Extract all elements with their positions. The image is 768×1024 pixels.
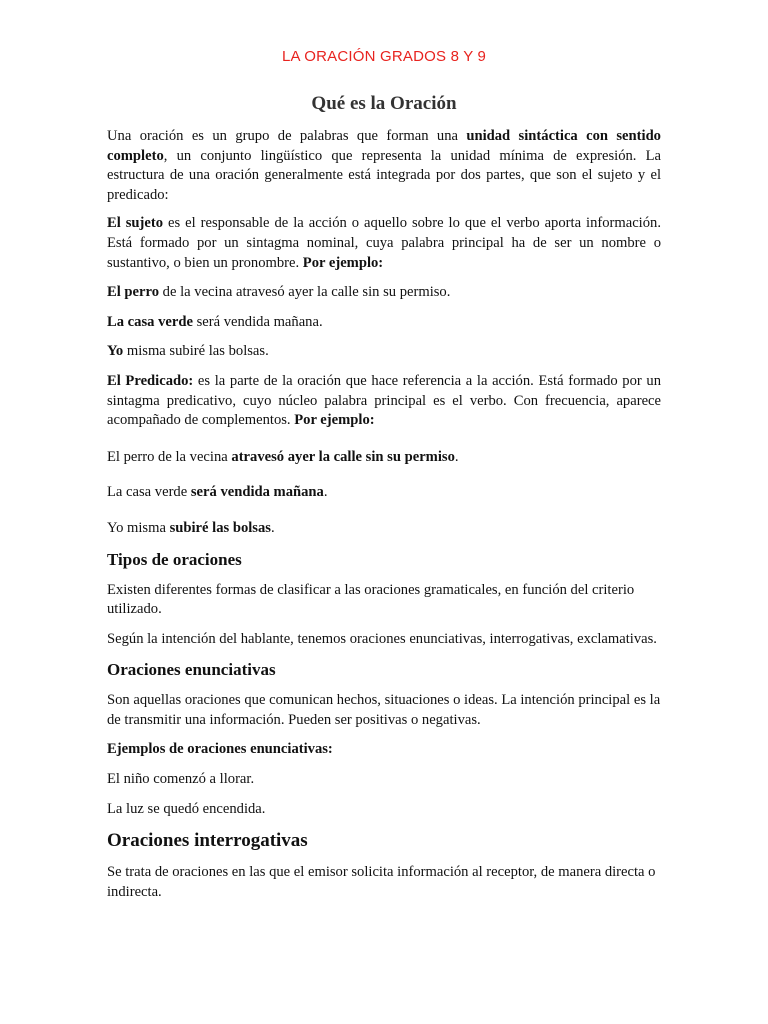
sujeto-example <box>107 342 661 362</box>
document-body <box>107 127 661 902</box>
predicado-example-end: . <box>270 519 275 536</box>
sujeto-text: es el responsable de la acción o aquello sobre lo que el verbo aporta información. Está formado por un sintagma nominal, cuya palabra principal ha de ser un nombre o sustantivo, o bien un pronombre. <box>107 215 661 271</box>
enunciativas-paragraph: Son aquellas oraciones que comunican hechos, situaciones o ideas. La intención principal es la de transmitir una información. Pueden ser positivas o negativas. <box>107 692 661 728</box>
sujeto-paragraph <box>107 214 661 273</box>
sujeto-example <box>107 283 661 303</box>
sujeto-example-bold: La casa verde <box>107 313 193 330</box>
predicado-example-text: El perro de la vecina <box>107 448 232 465</box>
tipos-paragraph-1: Existen diferentes formas de clasificar a las oraciones gramaticales, en función del criterio utilizado. <box>107 581 635 618</box>
interrogativas-heading: Oraciones interrogativas <box>107 830 308 852</box>
sujeto-example-bold: Yo <box>107 343 124 360</box>
predicado-example <box>107 448 661 468</box>
predicado-text: es la parte de la oración que hace referencia a la acción. Está formado por un sintagma predicativo, cuyo núcleo palabra principal es el verbo. Con frecuencia, aparece acompañado de complementos. <box>107 372 662 429</box>
predicado-example-text: Yo misma <box>107 519 170 536</box>
document-main-title: Qué es la Oración <box>311 93 457 114</box>
sujeto-example-text: de la vecina atravesó ayer la calle sin su permiso. <box>159 284 451 301</box>
enunciativas-example: La luz se quedó encendida. <box>107 800 266 817</box>
sujeto-term: El sujeto <box>107 215 164 232</box>
sujeto-example-bold: El perro <box>107 284 160 301</box>
enunciativas-example: El niño comenzó a llorar. <box>107 771 255 788</box>
predicado-example-bold: será vendida mañana <box>190 484 324 501</box>
sujeto-example <box>107 313 661 333</box>
predicado-term: El Predicado: <box>107 372 194 389</box>
sujeto-example-text: misma subiré las bolsas. <box>123 343 269 360</box>
predicado-example-end: . <box>454 448 459 465</box>
enunciativas-examples-label: Ejemplos de oraciones enunciativas: <box>107 741 333 758</box>
intro-text-1: Una oración es un grupo de palabras que forman una <box>107 128 467 144</box>
intro-bold-1: unidad sintáctica con sentido completo <box>107 128 661 164</box>
predicado-example-bold: subiré las bolsas <box>169 519 271 536</box>
tipos-heading: Tipos de oraciones <box>107 549 242 569</box>
predicado-example-bold: atravesó ayer la calle sin su permiso <box>231 448 455 465</box>
enunciativas-heading: Oraciones enunciativas <box>107 660 276 680</box>
predicado-example-text: La casa verde <box>107 484 191 501</box>
predicado-example <box>107 483 661 503</box>
document-top-title: LA ORACIÓN GRADOS 8 Y 9 <box>281 48 487 65</box>
predicado-por-ejemplo: Por ejemplo: <box>294 412 375 429</box>
intro-text-2: , un conjunto lingüístico que representa la unidad mínima de expresión. La estructura de una oración generalmente está integrada por dos partes, que son el sujeto y el predicado: <box>107 147 661 203</box>
predicado-example <box>107 519 661 539</box>
interrogativas-paragraph: Se trata de oraciones en las que el emisor solicita información al receptor, de manera directa o indirecta. <box>107 864 656 900</box>
tipos-paragraph-2: Según la intención del hablante, tenemos oraciones enunciativas, interrogativas, exclamativas. <box>107 630 657 647</box>
predicado-example-end: . <box>323 484 328 501</box>
predicado-paragraph <box>107 372 661 431</box>
sujeto-example-text: será vendida mañana. <box>192 313 323 330</box>
intro-paragraph <box>107 127 661 205</box>
sujeto-por-ejemplo: Por ejemplo: <box>302 254 384 271</box>
